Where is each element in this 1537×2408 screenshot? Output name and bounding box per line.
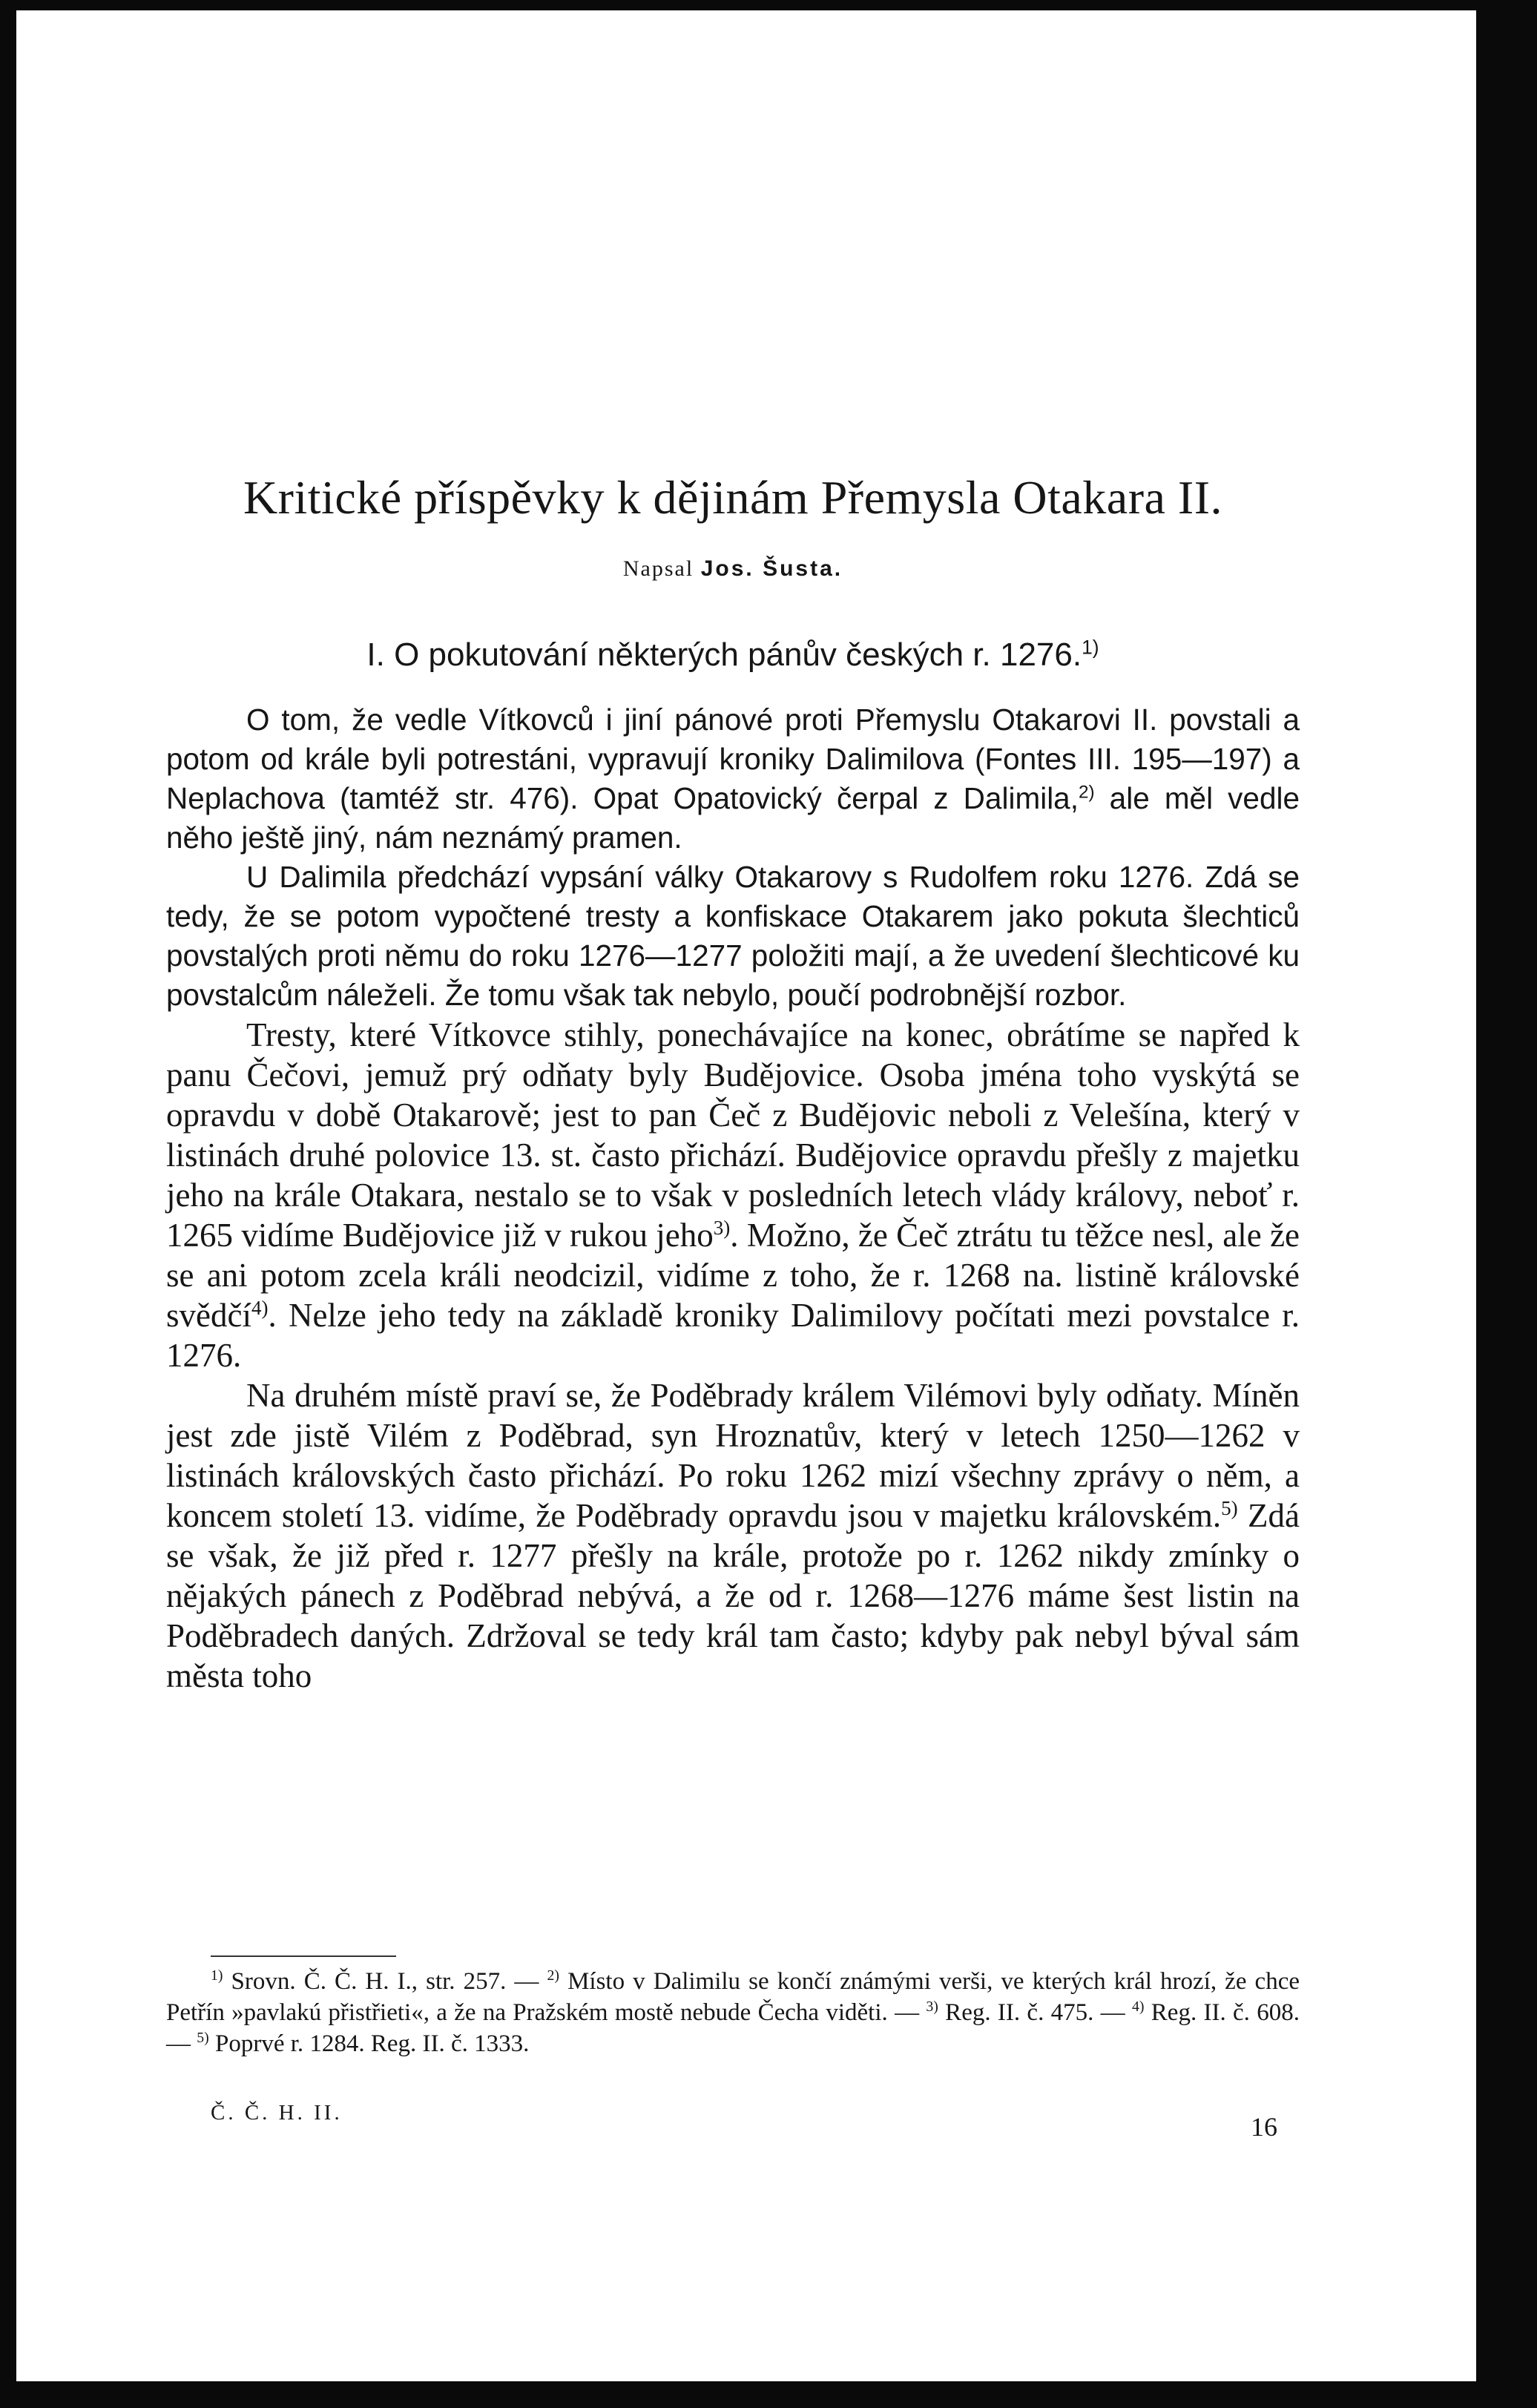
paragraph-4-text-a: Na druhém místě praví se, že Poděbrady králem Vilémovi byly odňaty. Míněn jest zde jistě Vilém z Poděbrad, syn Hroznatův, který v letech 1250—1262 v listinách královských často přichází. Po roku 1262 mizí všechny zprávy o něm, a koncem století 13. vidíme, že Poděbrady opravdu jsou v majetku královském. <box>166 1377 1300 1534</box>
footnote-ref-4: 4) <box>251 1297 269 1319</box>
footnotes <box>166 1966 1300 2059</box>
footnote-3: Reg. II. č. 475. — <box>938 1999 1125 2026</box>
footnote-1: Srovn. Č. Č. H. I., str. 257. — <box>223 1968 539 1995</box>
footnote-2-mark: 2) <box>547 1967 559 1984</box>
footnote-4-mark: 4) <box>1132 1999 1145 2015</box>
footnote-3-mark: 3) <box>926 1999 938 2015</box>
paragraph-3 <box>166 1015 1300 1375</box>
footnote-ref-2: 2) <box>1078 782 1095 803</box>
paragraph-1-text-b: ale měl vedle něho ještě jiný, nám neznámý pramen. <box>166 781 1300 855</box>
article-body <box>166 700 1300 1696</box>
footnote-1-mark: 1) <box>211 1967 223 1984</box>
author-name: Jos. Šusta. <box>700 556 843 581</box>
paragraph-4-text-b: Zdá se však, že již před r. 1277 přešly na krále, protože po r. 1262 nikdy zmínky o nějakých pánech z Poděbrad nebývá, a že od r. 1268—1276 máme šest listin na Poděbradech daných. Zdržoval se tedy král tam často; kdyby pak nebyl býval sám města toho <box>166 1497 1300 1694</box>
paragraph-3-text-c: . Nelze jeho tedy na základě kroniky Dalimilovy počítati mezi povstalce r. 1276. <box>166 1297 1300 1374</box>
page <box>16 10 1476 2381</box>
paragraph-3-text-b: . Možno, že Čeč ztrátu tu těžce nesl, ale že se ani potom zcela králi neodcizil, vidíme z toho, že r. 1268 na. listině královské svědčí <box>166 1217 1300 1334</box>
byline <box>166 556 1300 582</box>
article-title: Kritické příspěvky k dějinám Přemysla Otakara II. <box>243 471 1223 524</box>
footnote-ref-3: 3) <box>713 1217 731 1239</box>
footnote-5: Poprvé r. 1284. Reg. II. č. 1333. <box>208 2030 530 2057</box>
footnote-divider <box>211 1955 396 1957</box>
paragraph-4 <box>166 1375 1300 1696</box>
section-heading <box>166 636 1300 674</box>
footnote-2: Místo v Dalimilu se končí známými verši, ve kterých král hrozí, že chce Petřín »pavlakú přistřieti«, a že na Pražském mostě nebude Čecha viděti. — <box>166 1968 1300 2026</box>
paragraph-1 <box>166 700 1300 858</box>
paragraph-1-text-a: O tom, že vedle Vítkovců i jiní pánové proti Přemyslu Otakarovi II. povstali a potom od krále byli potrestáni, vypravují kroniky Dalimilova (Fontes III. 195—197) a Neplachova (tamtéž str. 476). Opat Opatovický čerpal z Dalimila, <box>166 703 1300 815</box>
section-heading-text: I. O pokutování některých pánův českých r. 1276. <box>366 636 1082 673</box>
footnote-ref-1: 1) <box>1082 636 1099 659</box>
footnote-4: Reg. II. č. 608. — <box>166 1999 1300 2057</box>
paragraph-2: U Dalimila předchází vypsání války Otakarovy s Rudolfem roku 1276. Zdá se tedy, že se potom vypočtené tresty a konfiskace Otakarem jako pokuta šlechticů povstalých proti němu do roku 1276—1277 položiti mají, a že uvedení šlechticové ku povstalcům náleželi. Že tomu však tak nebylo, poučí podrobnější rozbor. <box>166 860 1300 1012</box>
printer-signature: Č. Č. H. II. <box>211 2101 343 2125</box>
paragraph-3-text-a: Tresty, které Vítkovce stihly, ponechávajíce na konec, obrátíme se napřed k panu Čečovi, jemuž prý odňaty byly Budějovice. Osoba jména toho vyskýtá se opravdu v době Otakarově; jest to pan Čeč z Budějovic neboli z Velešína, který v listinách druhé polovice 13. st. často přichází. Budějovice opravdu přešly z majetku jeho na krále Otakara, nestalo se to však v posledních letech vlády královy, neboť r. 1265 vidíme Budějovice již v rukou jeho <box>166 1016 1300 1254</box>
footnote-5-mark: 5) <box>197 2030 209 2046</box>
page-number: 16 <box>1251 2112 1277 2142</box>
byline-prefix: Napsal <box>622 556 694 581</box>
footnote-ref-5: 5) <box>1221 1497 1238 1519</box>
